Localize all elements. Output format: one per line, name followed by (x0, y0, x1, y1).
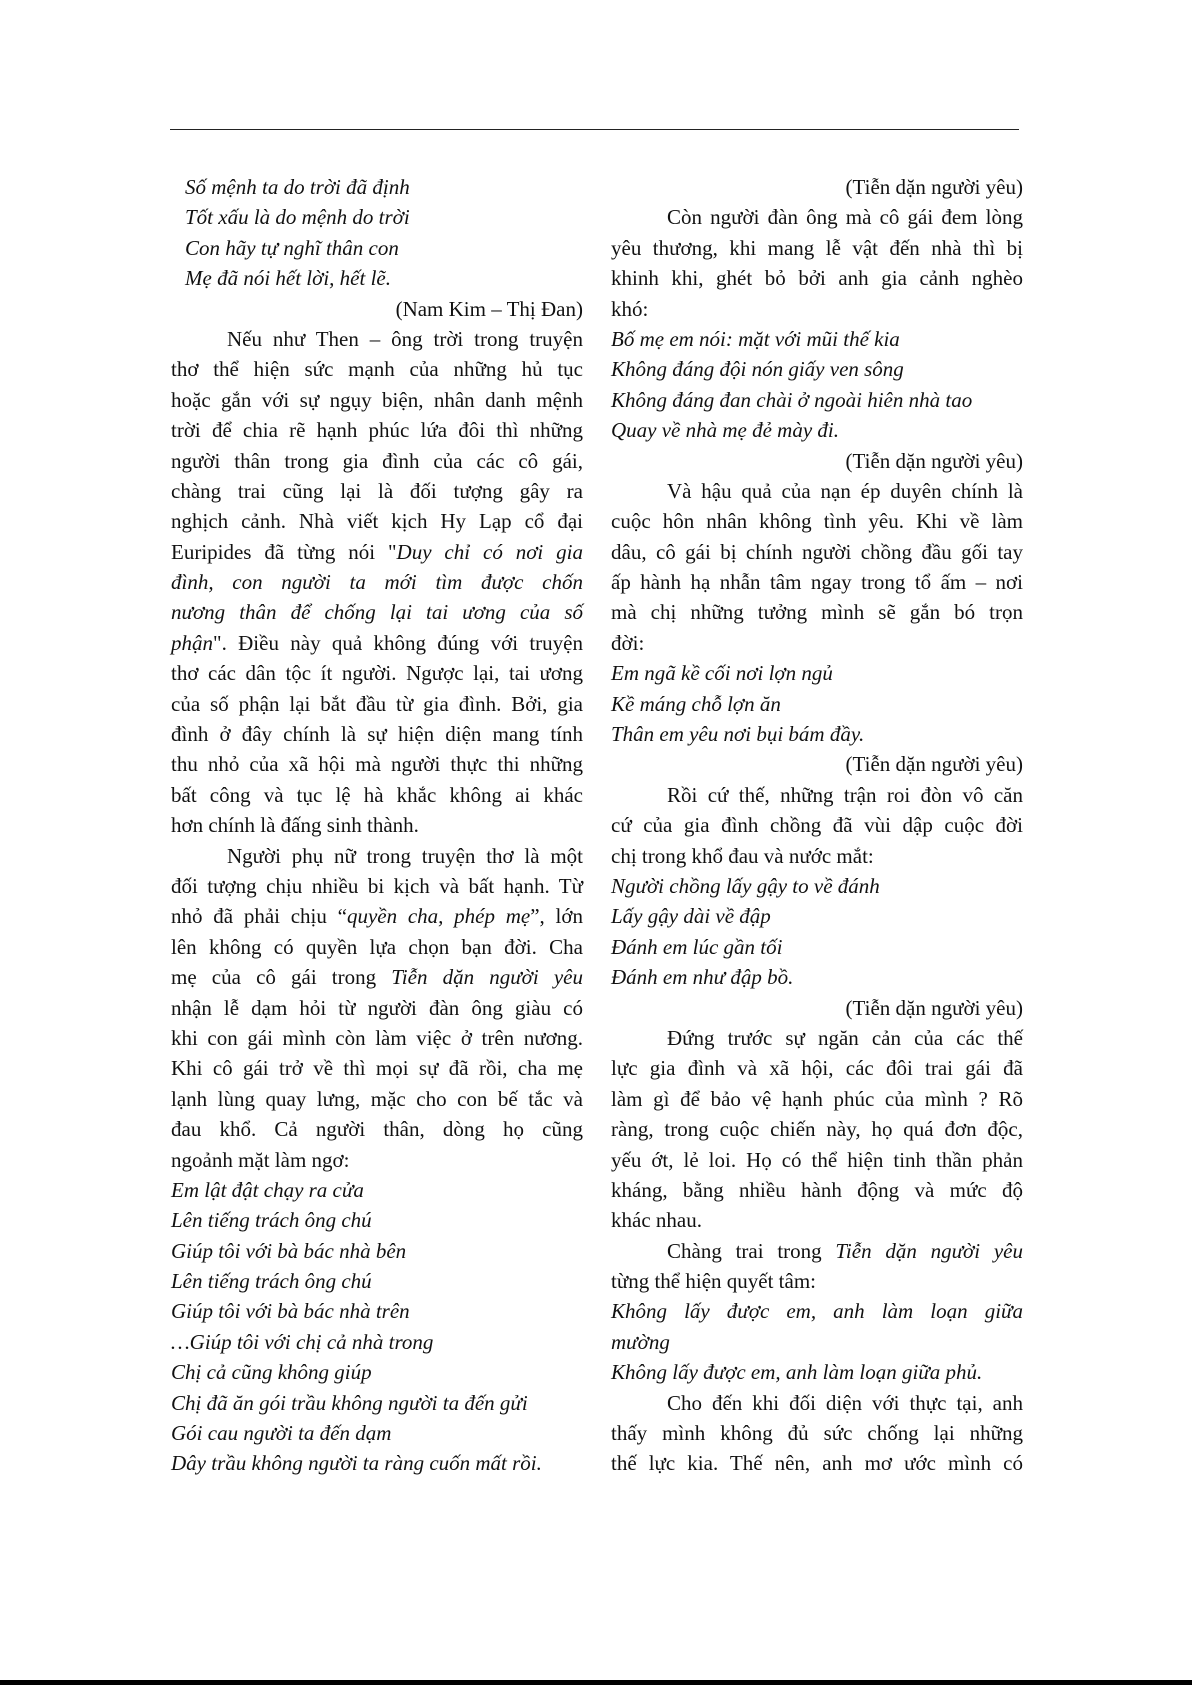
verse-source: (Tiễn dặn người yêu) (845, 752, 1023, 777)
verse-line: Gói cau người ta đến dạm (171, 1421, 392, 1446)
verse-source: (Tiễn dặn người yêu) (845, 995, 1023, 1020)
verse-line: Bố mẹ em nói: mặt với mũi thế kia (611, 326, 900, 351)
verse-line: Lên tiếng trách ông chú (171, 1269, 372, 1294)
paragraph-line: người thân trong gia đình của các cô gái, (171, 448, 583, 473)
paragraph-line: Còn người đàn ông mà cô gái đem lòng (667, 205, 1023, 230)
paragraph-line (611, 1236, 1023, 1266)
paragraph-line: yêu thương, khi mang lễ vật đến nhà thì bị (611, 235, 1023, 260)
verse-line: Đánh em như đập bồ. (611, 965, 794, 990)
paragraph-line: Rồi cứ thế, những trận roi đòn vô căn (667, 782, 1023, 807)
paragraph-line: nhận lễ dạm hỏi từ người đàn ông giàu có (171, 995, 583, 1020)
verse-line: mường (611, 1329, 670, 1354)
text-run: mẹ của cô gái trong (171, 965, 392, 990)
paragraph-line: cuộc hôn nhân không tình yêu. Khi về làm (611, 509, 1023, 534)
paragraph-line: kháng, bằng nhiều hành động và mức độ (611, 1177, 1023, 1202)
text-run: Euripides đã từng nói " (171, 539, 397, 564)
paragraph-line: yếu ớt, lẻ loi. Họ có thể hiện tinh thần phản (611, 1147, 1023, 1172)
paragraph-line: Đứng trước sự ngăn cản của các thế (667, 1025, 1023, 1050)
paragraph-line: cứ của gia đình chồng đã vùi dập cuộc đời (611, 813, 1023, 838)
verse-line: Không đáng đội nón giấy ven sông (611, 357, 904, 382)
paragraph-line: Người phụ nữ trong truyện thơ là một (227, 843, 583, 868)
paragraph-line: dâu, cô gái bị chính người chồng đầu gối tay (611, 539, 1023, 564)
verse-line: …Giúp tôi với chị cả nhà trong (171, 1329, 434, 1354)
paragraph-line: khó: (611, 296, 649, 321)
verse-line: Chị cả cũng không giúp (171, 1360, 372, 1385)
text-run: ”, lớn (530, 904, 583, 929)
paragraph-line: ấp hành hạ nhẫn tâm ngay trong tổ ấm – nơi (611, 570, 1023, 595)
paragraph-line: Cho đến khi đối diện với thực tại, anh (667, 1390, 1023, 1415)
paragraph-line: đời: (611, 630, 645, 655)
verse-line: Đánh em lúc gần tối (611, 934, 783, 959)
paragraph-line (171, 628, 583, 658)
paragraph-line (171, 962, 583, 992)
verse-line: Quay về nhà mẹ đẻ mày đi. (611, 418, 840, 443)
paragraph-line: khinh khi, ghét bỏ bởi anh gia cảnh nghèo (611, 266, 1023, 291)
verse-line: Người chồng lấy gậy to về đánh (611, 873, 880, 898)
verse-line: Kề máng chỗ lợn ăn (611, 691, 781, 716)
paragraph-line: Nếu như Then – ông trời trong truyện (227, 326, 583, 351)
paragraph-line: của số phận lại bắt đầu từ gia đình. Bởi, gia (171, 691, 583, 716)
verse-source: (Tiễn dặn người yêu) (845, 175, 1023, 199)
paragraph-line: khi con gái mình còn làm việc ở trên nương. (171, 1025, 583, 1050)
quote-run: phận (171, 630, 213, 655)
paragraph-line: khác nhau. (611, 1208, 702, 1233)
bottom-edge-line (0, 1680, 1192, 1685)
paragraph-line: thơ thể hiện sức mạnh của những hủ tục (171, 357, 583, 382)
quote-run: Duy chỉ có nơi gia (396, 539, 583, 564)
verse-line: Mẹ đã nói hết lời, hết lẽ. (185, 266, 391, 291)
verse-line: Tốt xấu là do mệnh do trời (185, 205, 410, 230)
paragraph-line (171, 901, 583, 931)
paragraph-line: lạnh lùng quay lưng, mặc cho con bế tắc và (171, 1086, 583, 1111)
paragraph-line: ngoảnh mặt làm ngơ: (171, 1147, 350, 1172)
right-column (611, 172, 1023, 1479)
paragraph-line: hoặc gắn với sự ngụy biện, nhân danh mệnh (171, 387, 583, 412)
paragraph-line: ràng, trong cuộc chiến này, họ quá đơn độc, (611, 1117, 1023, 1142)
quote-line: nương thân để chống lại tai ương của số (171, 600, 583, 625)
left-column (171, 172, 583, 1479)
verse-line: Giúp tôi với bà bác nhà bên (171, 1238, 407, 1263)
verse-line: Lấy gậy dài về đập (611, 904, 771, 929)
paragraph-line: mà chị những tưởng mình sẽ gắn bó trọn (611, 600, 1023, 625)
verse-line: Số mệnh ta do trời đã định (185, 175, 410, 199)
paragraph-line: nghịch cảnh. Nhà viết kịch Hy Lạp cổ đại (171, 509, 583, 534)
paragraph-line: bất công và tục lệ hà khắc không ai khác (171, 782, 583, 807)
paragraph-line: thế lực kia. Thế nên, anh mơ ước mình có (611, 1451, 1023, 1476)
paragraph-line: thấy mình không đủ sức chống lại những (611, 1421, 1023, 1446)
verse-line: Không lấy được em, anh làm loạn giữa (611, 1299, 1023, 1324)
work-title: Tiễn dặn người yêu (835, 1238, 1023, 1263)
paragraph-line: lên không có quyền lựa chọn bạn đời. Cha (171, 934, 583, 959)
paragraph-line: thơ các dân tộc ít người. Ngược lại, tai ương (171, 661, 583, 686)
paragraph-line: đau khổ. Cả người thân, dòng họ cũng (171, 1117, 583, 1142)
text-run: Chàng trai trong (667, 1238, 836, 1263)
paragraph-line (171, 537, 583, 567)
verse-line: Con hãy tự nghĩ thân con (185, 235, 399, 260)
verse-line: Em lật đật chạy ra cửa (171, 1177, 364, 1202)
verse-line: Giúp tôi với bà bác nhà trên (171, 1299, 410, 1324)
paragraph-line: đối tượng chịu nhiều bi kịch và bất hạnh. Từ (171, 873, 583, 898)
verse-line: Không lấy được em, anh làm loạn giữa phủ. (611, 1360, 983, 1385)
paragraph-line: lực gia đình và xã hội, các đôi trai gái đã (611, 1056, 1023, 1081)
paragraph-line: làm gì để bảo vệ hạnh phúc của mình ? Rõ (611, 1086, 1023, 1111)
paragraph-line: Khi cô gái trở về thì mọi sự đã rồi, cha mẹ (171, 1056, 583, 1081)
paragraph-line: trời để chia rẽ hạnh phúc lứa đôi thì những (171, 418, 583, 443)
paragraph-line: hơn chính là đấng sinh thành. (171, 813, 419, 838)
verse-source: (Tiễn dặn người yêu) (845, 448, 1023, 473)
verse-line: Dây trầu không người ta ràng cuốn mất rồi. (171, 1451, 542, 1476)
verse-line: Lên tiếng trách ông chú (171, 1208, 372, 1233)
work-title: Tiễn dặn người yêu (391, 965, 583, 990)
paragraph-line: Và hậu quả của nạn ép duyên chính là (667, 478, 1023, 503)
paragraph-line: thu nhỏ của xã hội mà người thực thi những (171, 752, 583, 777)
paragraph-line: từng thể hiện quyết tâm: (611, 1269, 817, 1294)
verse-line: Không đáng đan chài ở ngoài hiên nhà tao (611, 387, 973, 412)
paragraph-line: chàng trai cũng lại là đối tượng gây ra (171, 478, 583, 503)
header-rule (170, 129, 1019, 130)
text-run: nhỏ đã phải chịu “ (171, 904, 347, 929)
quote-line: đình, con người ta mới tìm được chốn (171, 570, 583, 595)
verse-line: Em ngã kề cối nơi lợn ngủ (611, 661, 833, 686)
text-run: ". Điều này quả không đúng với truyện (213, 630, 583, 655)
verse-line: Thân em yêu nơi bụi bám đầy. (611, 722, 865, 747)
paragraph-line: đình ở đây chính là sự hiện diện mang tính (171, 722, 583, 747)
paragraph-line: chị trong khổ đau và nước mắt: (611, 843, 874, 868)
verse-line: Chị đã ăn gói trầu không người ta đến gửi (171, 1390, 528, 1415)
verse-source: (Nam Kim – Thị Đan) (395, 296, 583, 321)
quote-run: quyền cha, phép mẹ (346, 904, 531, 929)
